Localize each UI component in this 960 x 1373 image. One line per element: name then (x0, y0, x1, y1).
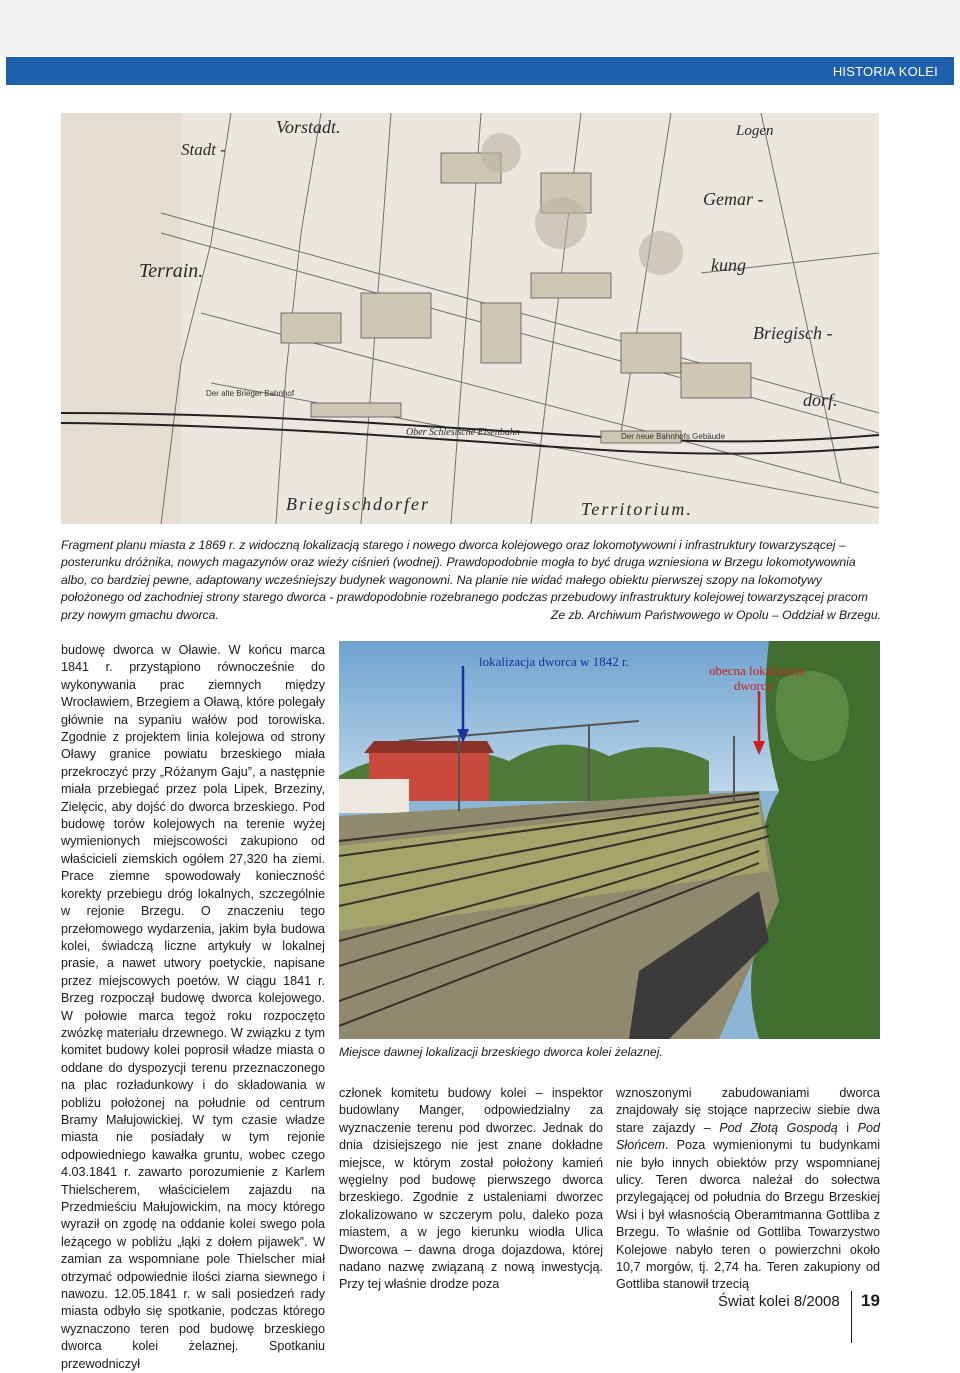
map-label-vorstadt: Vorstadt. (276, 117, 341, 137)
map-label-dorf: dorf. (803, 390, 838, 410)
map-label-gemar: Gemar - (703, 189, 764, 209)
photo-drawing (339, 641, 880, 1039)
map-label-railway: Ober Schlesische Eisenbahn (406, 427, 520, 438)
map-label-kung: kung (711, 255, 746, 275)
photo-label-old-location: lokalizacja dworca w 1842 r. (479, 654, 629, 669)
top-margin (0, 0, 960, 56)
column-3-part-b: i (837, 1120, 858, 1135)
map-label-briegisch: Briegisch - (753, 323, 833, 343)
map-label-territorium: Territorium. (581, 499, 693, 519)
map-label-logen: Logen (736, 123, 774, 139)
map-label-old-station: Der alte Brieger Bahnhof (206, 389, 295, 398)
column-2-text: członek komitetu budowy kolei – inspektor budowlany Manger, odpowiedzialny za wyznaczenie terenu pod dworzec. Jednak do dnia dzisiejszego nie jest znane dokładne miejsce, w którym został położony kamień węgielny pod budowę pierwszego dworca brzeskiego. Zgodnie z ustaleniami dworzec zlokalizowano w szczerym polu, daleko poza miastem, a w jego kierunku wiodła Ulica Dworcowa – dawna droga dojazdowa, której nadano nazwę związaną z nową inwestycją. Przy tej właśnie drodze poza (339, 1086, 603, 1292)
text-column-3 (616, 1085, 880, 1294)
column-1-text: budowę dworca w Oławie. W końcu marca 1841 r. przystąpiono równocześnie do wykonywania prac ziemnych między Wrocławiem, Brzegiem a Oławą, które polegały głównie na sypaniu wałów pod torowiska. Zgodnie z projektem linia kolejowa od strony Oławy granice powiatu brzeskiego miała przekroczyć przy „Różanym Gaju”, a następnie miała przebiegać przez pola Lipek, Brzeziny, Zielęcic, aby dojść do dworca brzeskiego. Pod budowę torów kolejowych na terenie wyżej wymienionych miejscowości zakupiono od właścicieli ziemskich ogółem 27,320 ha ziemi. Prace ziemne spowodowały konieczność korekty przebiegu dróg lokalnych, szczególnie w rejonie Brzegu. O znaczeniu tego przełomowego wydarzenia, jakim była budowa kolei, świadczą liczne artykuły w lokalnej prasie, a nawet utwory poetyckie, napisane przez miejscowych poetów. W ciągu 1841 r. Brzeg rozpoczął budowę dworca kolejowego. W połowie marca tegoż roku rozpoczęto zwózkę materiału drzewnego. W związku z tym komitet budowy kolei poprosił władze miasta o oddane do dyspozycji terenu przeznaczonego na plac rozładunkowy i do składowania w pobliżu położonej na południe od centrum Bramy Małujowickiej. W tym czasie władze miasta nie posiadały w tym rejonie odpowiedniego kawałka gruntu, wobec czego 4.03.1841 r. zawarto porozumienie z Karlem Thielscherem, właścicielem zajazdu na Przedmieściu Małujowickim, na mocy którego wyraził on zgodę na oddanie kolei swego pola leżącego w pobliżu „łąki z dołem pijawek”. W zamian za wspomniane pole Thielscher miał otrzymać odpowiednie ilości ziarna siewnego i nawozu. 12.05.1841 r. w sali posiedzeń rady miasta odbyło się spotkanie, podczas którego wyznaczono teren pod budowę brzeskiego dworca kolei żelaznej. Spotkaniu przewodniczył (61, 643, 325, 1371)
photo-label-current-location-2: dworca (734, 678, 773, 693)
map-caption (61, 537, 881, 624)
inn-name-pod-sloncem: Pod Słońcem (616, 1120, 880, 1153)
map-label-briegischdorfer: Briegischdorfer (286, 494, 430, 514)
station-photo (339, 641, 880, 1039)
text-column-2 (339, 1085, 603, 1294)
page-number: 19 (861, 1291, 880, 1310)
map-label-terrain: Terrain. (139, 260, 204, 282)
text-column-1 (61, 642, 325, 1373)
map-caption-text: Fragment planu miasta z 1869 r. z widoczną lokalizacją starego i nowego dworca kolejowego oraz lokomotywowni i infrastruktury towarzyszącej – posterunku dróżnika, nowych magazynów oraz wieży ciśnień (wodnej). Prawdopodobnie mogła to być druga wzniesiona w Brzegu lokomotywownia albo, co bardziej pewne, adaptowany wcześniejszy budynek wagonowni. Na planie nie widać małego obiektu pierwszej szopy na lokomotywy położonego od zachodniej strony starego dworca - prawdopodobnie rozebranego podczas przebudowy infrastruktury kolejowej towarzyszącej pracom przy nowym gmachu dworca. (61, 538, 868, 622)
column-3-part-c: . Poza wymienionymi tu budynkami nie było innych obiektów przy wspomnianej ulicy. Teren dworca należał do sołectwa przylegającej od południa do Brzegu Brzeskiej Wsi i był własnością Oberamtmanna Gottliba z Brzegu. To właśnie od Gottliba Towarzystwo Kolejowe nabyło teren o powierzchni około 10,7 morgów, tj. 2,74 ha. Teren zakupiony od Gottliba stanowił trzecią (616, 1138, 880, 1292)
map-label-stadt: Stadt - (181, 140, 226, 159)
column-3-part-a: wznoszonymi zabudowaniami dworca znajdowały się stojące naprzeciw siebie dwa stare zajazdy – (616, 1086, 880, 1135)
journal-name: Świat kolei 8/2008 (718, 1293, 840, 1310)
column-3-text (616, 1085, 880, 1294)
map-caption-credit: Ze zb. Archiwum Państwowego w Opolu – Oddział w Brzegu. (550, 607, 881, 622)
photo-caption: Miejsce dawnej lokalizacji brzeskiego dworca kolei żelaznej. (339, 1045, 663, 1059)
historic-map (61, 113, 879, 524)
inn-name-zlota-gospoda: Pod Złotą Gospodą (719, 1120, 838, 1135)
section-title: HISTORIA KOLEI (832, 64, 938, 79)
header-bar (6, 57, 954, 85)
map-drawing (61, 113, 879, 524)
footer-divider (851, 1291, 852, 1343)
photo-label-current-location-1: obecna lokalizacja (709, 663, 806, 678)
map-label-new-station: Der neue Bahnhofs Gebäude (621, 432, 726, 441)
